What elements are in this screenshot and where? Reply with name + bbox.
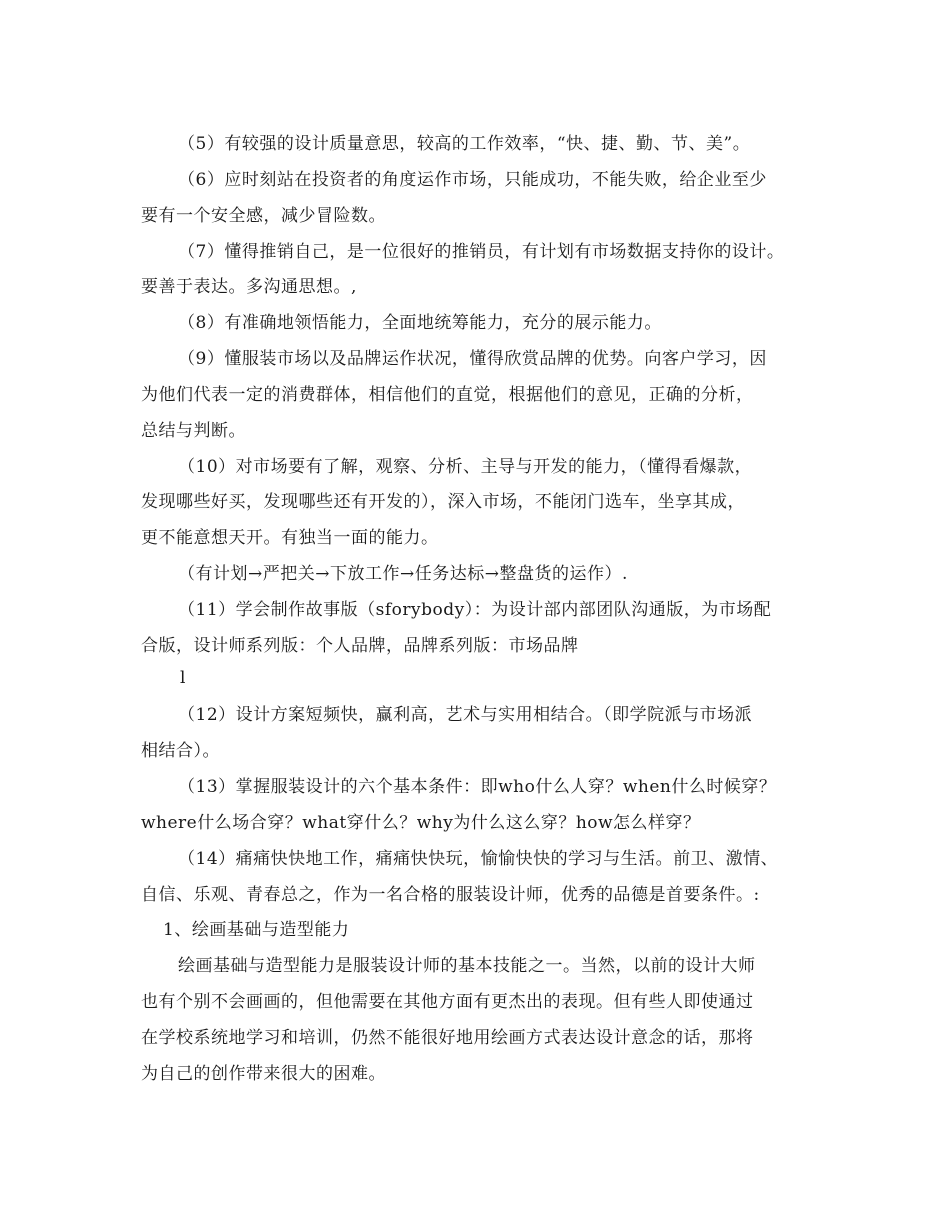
paragraph-14-line-2: 自信、乐观、青春总之，作为一名合格的服装设计师，优秀的品德是首要条件。:	[141, 885, 760, 905]
paragraph-9-line-3: 总结与判断。	[141, 421, 246, 441]
paragraph-10-line-2: 发现哪些好买，发现哪些还有开发的），深入市场，不能闭门选车，坐享其成，	[141, 492, 745, 512]
paragraph-7-line-1: （7）懂得推销自己，是一位很好的推销员，有计划有市场数据支持你的设计。	[178, 242, 785, 262]
paragraph-9-line-2: 为他们代表一定的消费群体，相信他们的直觉，根据他们的意见，正确的分析，	[141, 385, 754, 405]
paragraph-13-line-2: where什么场合穿？what穿什么？why为什么这么穿？how怎么样穿？	[141, 813, 701, 833]
section-paragraph-line-1: 绘画基础与造型能力是服装设计师的基本技能之一。当然，以前的设计大师	[178, 956, 756, 976]
paragraph-10-line-1: （10）对市场要有了解，观察、分析、主导与开发的能力，（懂得看爆款，	[178, 457, 753, 477]
section-paragraph-line-3: 在学校系统地学习和培训，仍然不能很好地用绘画方式表达设计意念的话，那将	[141, 1028, 754, 1048]
paragraph-7-line-2: 要善于表达。多沟通思想。,	[141, 277, 357, 297]
paragraph-14-line-1: （14）痛痛快快地工作，痛痛快快玩，愉愉快快的学习与生活。前卫、激情、	[178, 849, 779, 869]
paragraph-11-line-1: （11）学会制作故事版（sforybody）：为设计部内部团队沟通版，为市场配	[178, 600, 772, 620]
paragraph-5-line-1: （5）有较强的设计质量意思，较高的工作效率，“快、捷、勤、节、美”。	[178, 134, 751, 154]
stray-character: l	[180, 668, 186, 688]
paragraph-8-line-1: （8）有准确地领悟能力，全面地统筹能力，充分的展示能力。	[178, 313, 662, 333]
paragraph-6-line-2: 要有一个安全感，减少冒险数。	[141, 206, 386, 226]
paragraph-12-line-1: （12）设计方案短频快，赢利高，艺术与实用相结合。（即学院派与市场派	[178, 705, 753, 725]
paragraph-13-line-1: （13）掌握服装设计的六个基本条件：即who什么人穿？when什么时候穿？	[178, 777, 777, 797]
section-paragraph-line-4: 为自己的创作带来很大的困难。	[141, 1064, 386, 1084]
section-paragraph-line-2: 也有个别不会画画的，但他需要在其他方面有更杰出的表现。但有些人即使通过	[141, 992, 754, 1012]
paragraph-11-line-2: 合版，设计师系列版：个人品牌，品牌系列版：市场品牌	[141, 636, 579, 656]
paragraph-6-line-1: （6）应时刻站在投资者的角度运作市场，只能成功，不能失败，给企业至少	[178, 170, 767, 190]
section-heading: 1、绘画基础与造型能力	[163, 920, 350, 940]
paragraph-12-line-2: 相结合）。	[141, 741, 220, 761]
paragraph-9-line-1: （9）懂服装市场以及品牌运作状况，懂得欣赏品牌的优势。向客户学习，因	[178, 349, 767, 369]
paragraph-10-line-3: 更不能意想天开。有独当一面的能力。	[141, 528, 439, 548]
paragraph-plan-line: （有计划→严把关→下放工作→任务达标→整盘货的运作）.	[178, 564, 628, 584]
